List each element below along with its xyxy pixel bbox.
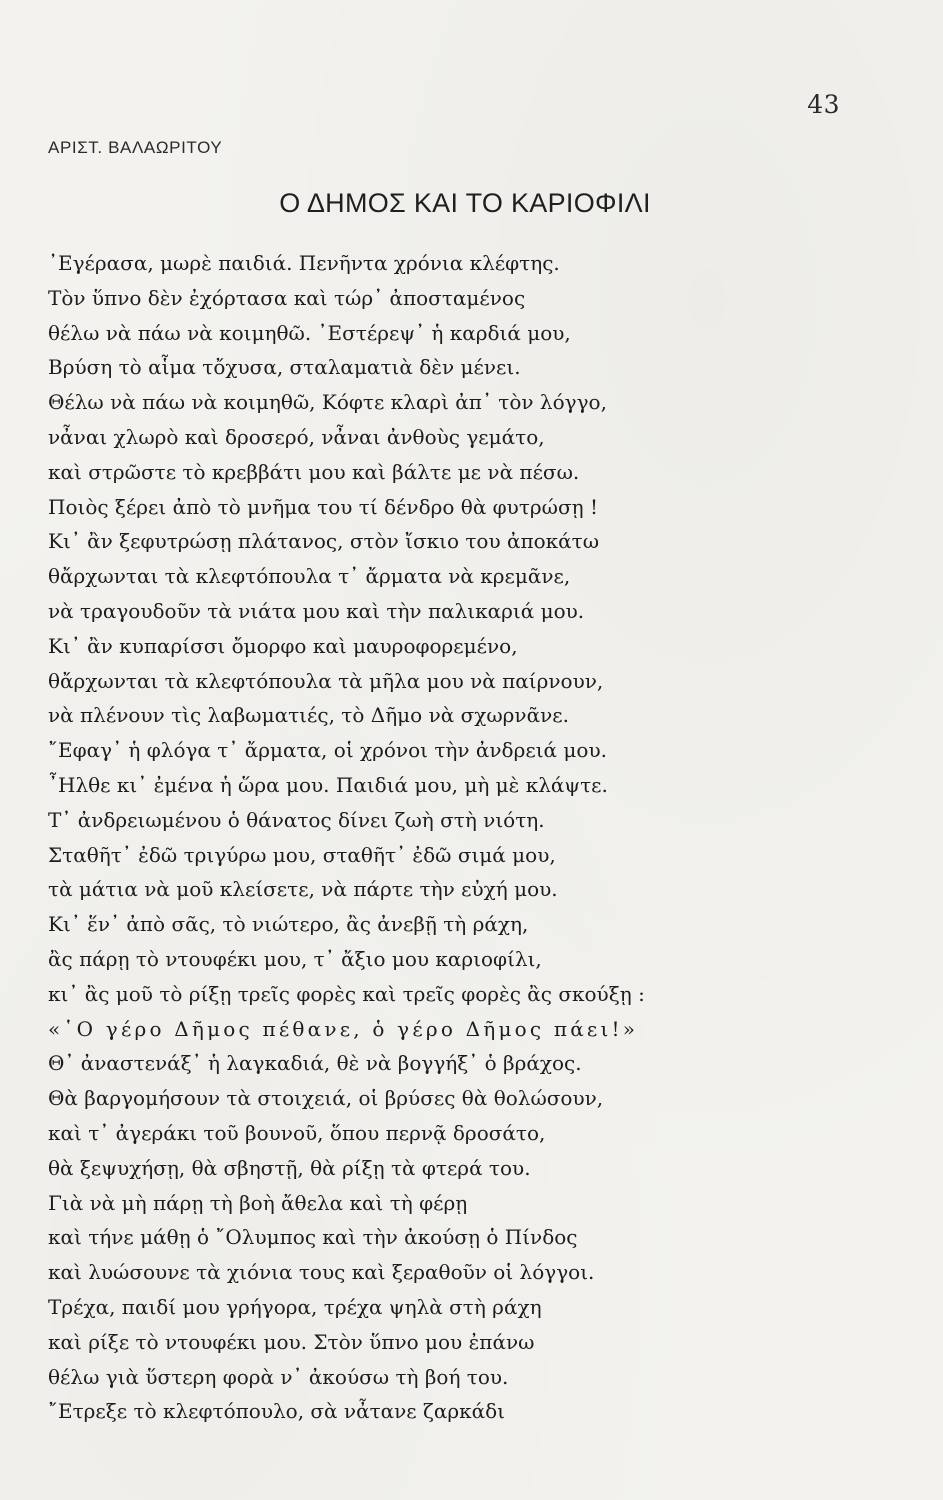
verse-line: θὰ ξεψυχήσῃ, θὰ σβηστῇ, θὰ ρίξῃ τὰ φτερά του.: [48, 1155, 531, 1180]
verse-line: ῏Ηλθε κι᾿ ἐμένα ἡ ὥρα μου. Παιδιά μου, μὴ μὲ κλάψτε.: [48, 772, 608, 797]
verse-line: Κι᾿ ἂν κυπαρίσσι ὄμορφο καὶ μαυροφορεμένο,: [48, 633, 518, 658]
verse-line: καὶ λυώσουνε τὰ χιόνια τους καὶ ξεραθοῦν οἱ λόγγοι.: [48, 1260, 595, 1285]
verse-line: νὰ τραγουδοῦν τὰ νιάτα μου καὶ τὴν παλικαριά μου.: [48, 598, 585, 623]
verse-line: Ποιὸς ξέρει ἀπὸ τὸ μνῆμα του τί δένδρο θὰ φυτρώσῃ !: [48, 494, 598, 519]
verse-line: Θὰ βαργομήσουν τὰ στοιχειά, οἱ βρύσες θὰ θολώσουν,: [48, 1086, 604, 1111]
verse-line: Τὸν ὕπνο δὲν ἐχόρτασα καὶ τώρ᾿ ἀποσταμένος: [48, 285, 526, 310]
verse-line: ἂς πάρῃ τὸ ντουφέκι μου, τ᾿ ἄξιο μου καριοφίλι,: [48, 946, 542, 971]
verse-line: τὰ μάτια νὰ μοῦ κλείσετε, νὰ πάρτε τὴν εὐχή μου.: [48, 877, 558, 902]
verse-line-quote: «῾Ο γέρο Δῆμος πέθανε, ὁ γέρο Δῆμος πάει!»: [48, 1016, 639, 1041]
verse-line: Θ᾿ ἀναστενάξ᾿ ἡ λαγκαδιά, θὲ νὰ βογγήξ᾿ ὁ βράχος.: [48, 1051, 582, 1076]
poem-body: [48, 246, 908, 1429]
verse-line: καὶ στρῶστε τὸ κρεββάτι μου καὶ βάλτε με νὰ πέσω.: [48, 459, 580, 484]
verse-line: ᾿Εγέρασα, μωρὲ παιδιά. Πενῆντα χρόνια κλέφτης.: [48, 251, 560, 275]
running-head-author: ΑΡΙΣΤ. ΒΑΛΑΩΡΙΤΟΥ: [48, 138, 223, 157]
verse-line: Τ᾿ ἀνδρειωμένου ὁ θάνατος δίνει ζωὴ στὴ νιότη.: [48, 807, 545, 832]
poem-title: Ο ΔΗΜΟΣ ΚΑΙ ΤΟ ΚΑΡΙΟΦΙΛΙ: [279, 188, 651, 218]
verse-line: νὰ πλένουν τὶς λαβωματιές, τὸ Δῆμο νὰ σχωρνᾶνε.: [48, 703, 569, 728]
verse-line: Βρύση τὸ αἷμα τὄχυσα, σταλαματιὰ δὲν μένει.: [48, 355, 521, 380]
verse-line: νἆναι χλωρὸ καὶ δροσερό, νἆναι ἀνθοὺς γεμάτο,: [48, 424, 545, 449]
verse-line: θἄρχωνται τὰ κλεφτόπουλα τὰ μῆλα μου νὰ παίρνουν,: [48, 668, 604, 693]
verse-line: θέλω νὰ πάω νὰ κοιμηθῶ. ᾿Εστέρεψ᾿ ἡ καρδιά μου,: [48, 320, 571, 345]
verse-line: καὶ τ᾿ ἀγεράκι τοῦ βουνοῦ, ὅπου περνᾷ δροσάτο,: [48, 1120, 546, 1145]
verse-line: Θέλω νὰ πάω νὰ κοιμηθῶ, Κόφτε κλαρὶ ἀπ᾿ τὸν λόγγο,: [48, 390, 607, 415]
verse-line: Γιὰ νὰ μὴ πάρῃ τὴ βοὴ ἄθελα καὶ τὴ φέρῃ: [48, 1190, 468, 1215]
verse-line: θέλω γιὰ ὕστερη φορὰ ν᾿ ἀκούσω τὴ βοή του.: [48, 1364, 509, 1389]
verse-line: ῎Εφαγ᾿ ἡ φλόγα τ᾿ ἄρματα, οἱ χρόνοι τὴν ἀνδρειά μου.: [48, 738, 607, 763]
verse-line: Σταθῆτ᾿ ἐδῶ τριγύρω μου, σταθῆτ᾿ ἐδῶ σιμά μου,: [48, 842, 556, 867]
verse-line: ῎Ετρεξε τὸ κλεφτόπουλο, σὰ νἆτανε ζαρκάδι: [48, 1399, 506, 1424]
verse-line: θἄρχωνται τὰ κλεφτόπουλα τ᾿ ἄρματα νὰ κρεμᾶνε,: [48, 564, 571, 589]
verse-line: Κι᾿ ἕν᾿ ἀπὸ σᾶς, τὸ νιώτερο, ἂς ἀνεβῇ τὴ ράχη,: [48, 912, 529, 937]
page-number: 43: [807, 90, 840, 119]
verse-line: καὶ ρίξε τὸ ντουφέκι μου. Στὸν ὕπνο μου ἐπάνω: [48, 1329, 535, 1354]
verse-line: κι᾿ ἂς μοῦ τὸ ρίξῃ τρεῖς φορὲς καὶ τρεῖς φορὲς ἂς σκούξῃ :: [48, 981, 645, 1006]
verse-line: Τρέχα, παιδί μου γρήγορα, τρέχα ψηλὰ στὴ ράχη: [48, 1294, 542, 1319]
verse-line: Κι᾿ ἂν ξεφυτρώσῃ πλάτανος, στὸν ἴσκιο του ἀποκάτω: [48, 529, 600, 554]
verse-line: καὶ τήνε μάθῃ ὁ ῎Ολυμπος καὶ τὴν ἀκούσῃ ὁ Πίνδος: [48, 1225, 578, 1250]
